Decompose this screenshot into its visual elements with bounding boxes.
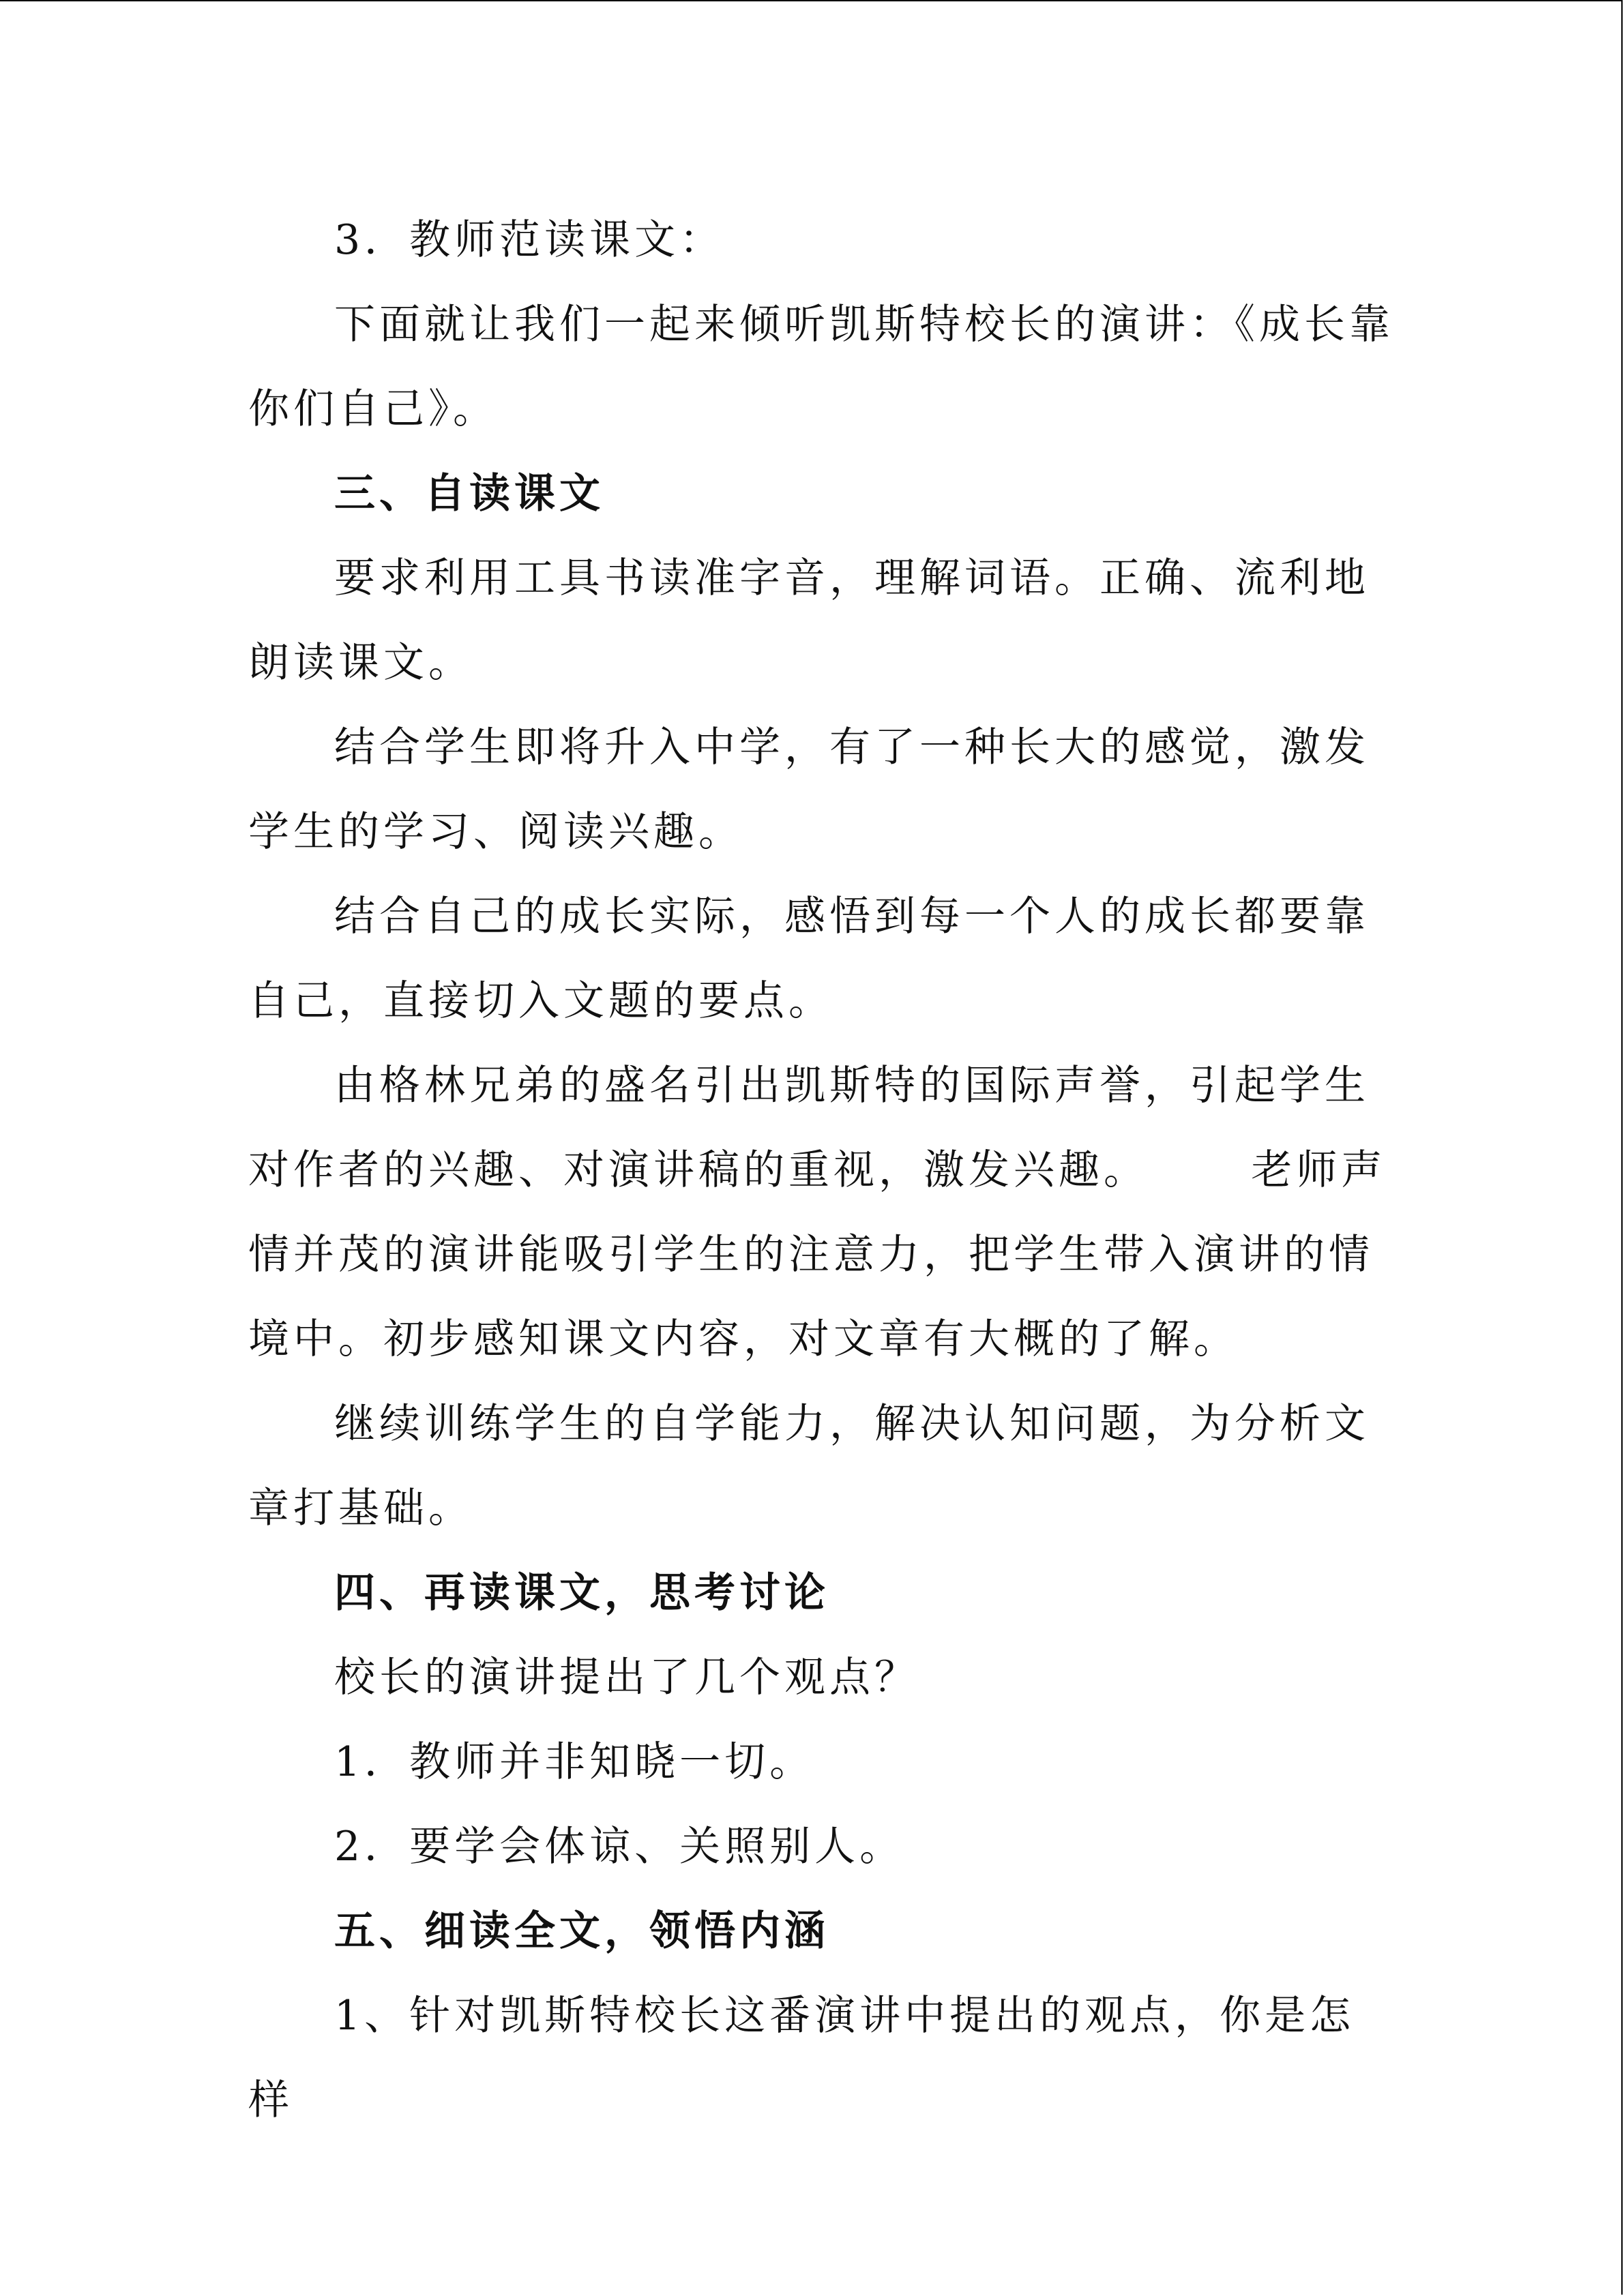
section-heading-5: 五、细读全文，领悟内涵 bbox=[334, 1907, 829, 1955]
paragraph-motivation: 结合学生即将升入中学，有了一种长大的感觉，激发学生的学习、阅读兴趣。 bbox=[248, 724, 1370, 856]
section-heading-4: 四、再读课文，思考讨论 bbox=[334, 1569, 829, 1617]
paragraph-growth: 结合自己的成长实际，感悟到每一个人的成长都要靠自己，直接切入文题的要点。 bbox=[248, 893, 1370, 1025]
paragraph-self-study: 继续训练学生的自学能力，解决认知问题，为分析文章打基础。 bbox=[248, 1400, 1370, 1532]
paragraph-step-3: 3．教师范读课文： bbox=[334, 216, 725, 264]
paragraph-point-1: 1．教师并非知晓一切。 bbox=[334, 1738, 815, 1786]
paragraph-reading-requirement: 要求利用工具书读准字音，理解词语。正确、流利地朗读课文。 bbox=[248, 554, 1370, 687]
paragraph-detail-1: 1、针对凯斯特校长这番演讲中提出的观点，你是怎样 bbox=[248, 1992, 1355, 2124]
paragraph-question: 校长的演讲提出了几个观点？ bbox=[334, 1654, 919, 1701]
document-body bbox=[248, 198, 1394, 2143]
paragraph-author-intro: 由格林兄弟的盛名引出凯斯特的国际声誉，引起学生对作者的兴趣、对演讲稿的重视，激发兴趣。 老师声情并茂的演讲能吸引学生的注意力，把学生带入演讲的情境中。初步感知课文内容，对文章有大概的了解。 bbox=[248, 1062, 1387, 1363]
section-heading-3: 三、自读课文 bbox=[334, 470, 604, 518]
paragraph-intro-speech: 下面就让我们一起来倾听凯斯特校长的演讲：《成长靠你们自己》。 bbox=[248, 301, 1394, 433]
paragraph-point-2: 2．要学会体谅、关照别人。 bbox=[334, 1823, 905, 1870]
